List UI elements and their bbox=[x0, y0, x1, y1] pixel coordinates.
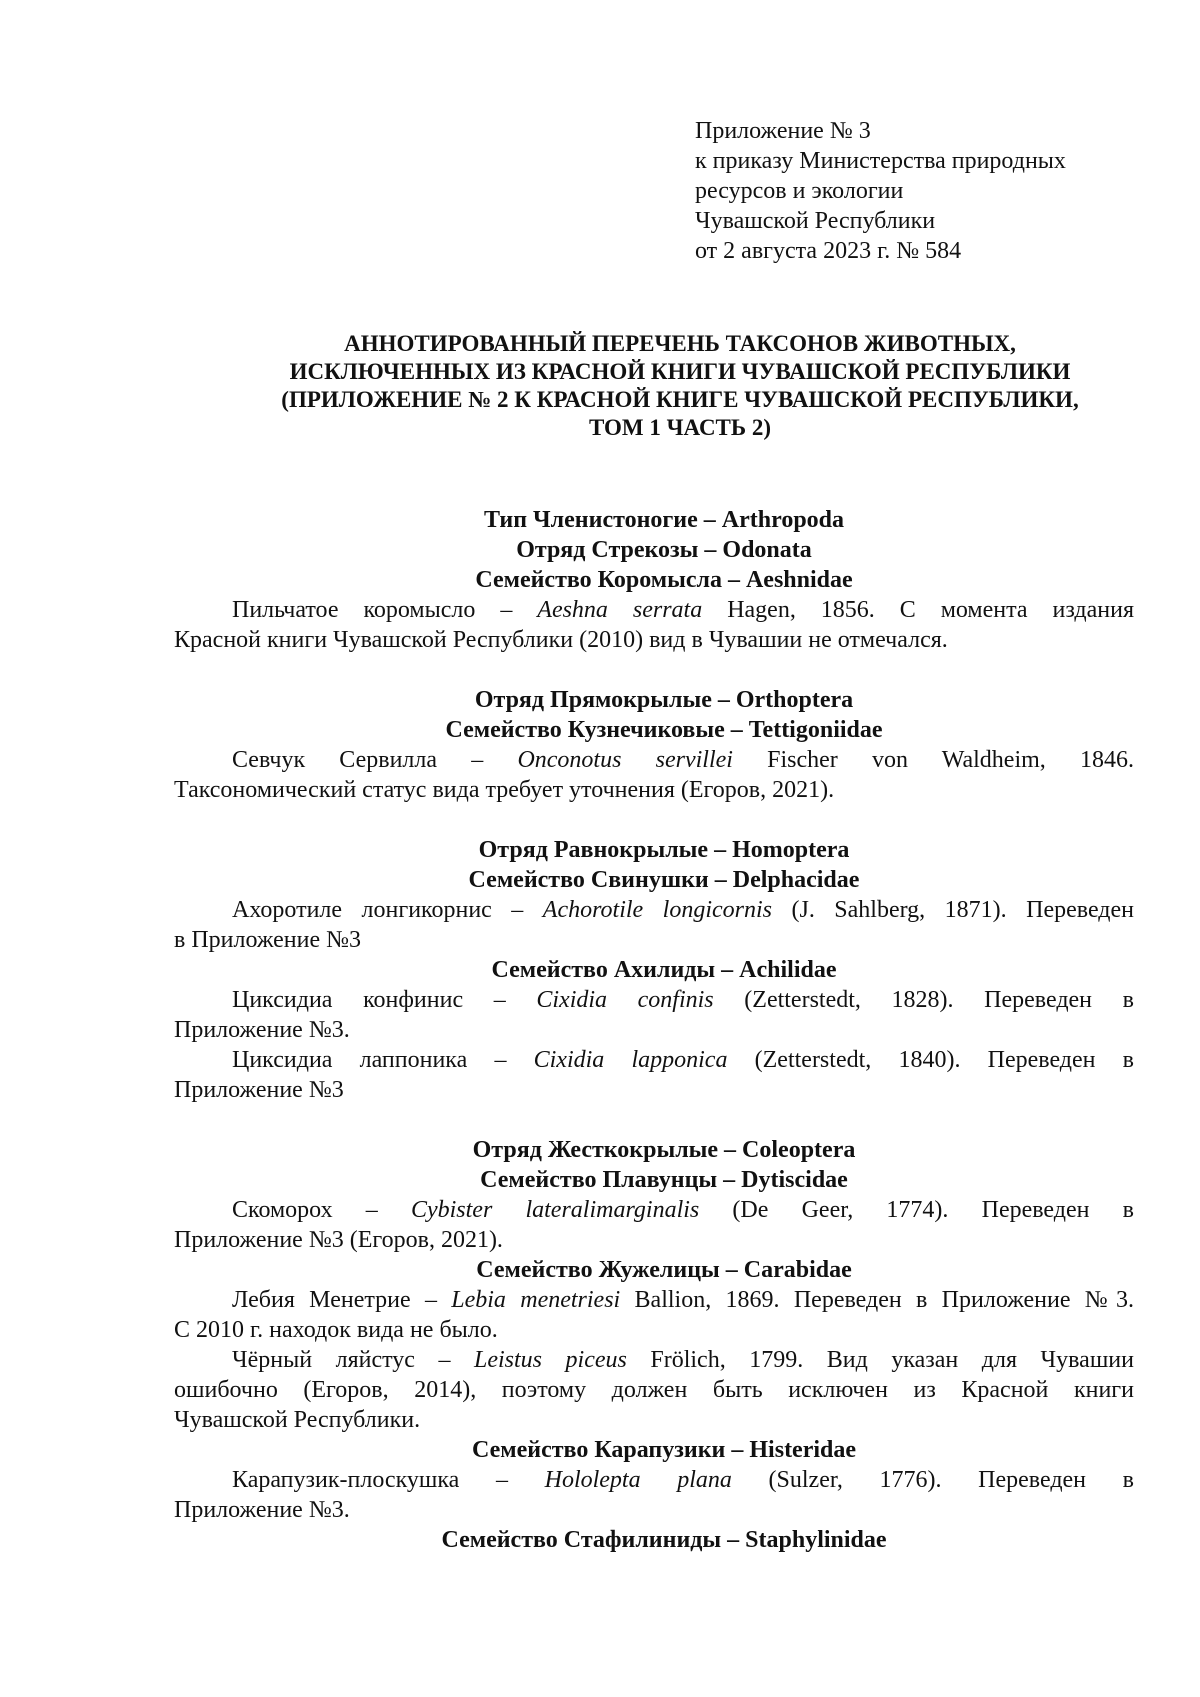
order-heading-coleoptera: Отряд Жесткокрылые – Coleoptera bbox=[472, 1137, 856, 1163]
family-heading-carabidae: Семейство Жужелицы – Carabidae bbox=[476, 1257, 852, 1283]
entry-line bbox=[174, 895, 1134, 925]
document-title bbox=[170, 330, 1190, 442]
entry-line: Приложение №3. bbox=[174, 1017, 350, 1043]
entry-line bbox=[174, 595, 1134, 625]
species-entry-cybister bbox=[174, 1195, 1134, 1255]
family-heading-histeridae: Семейство Карапузики – Histeridae bbox=[471, 1437, 857, 1463]
species-entry-aeshna-serrata bbox=[174, 595, 1134, 655]
species-common-name: Севчук Сервилла – bbox=[232, 747, 518, 773]
species-latin-name: Cixidia confinis bbox=[536, 987, 714, 1013]
entry-line bbox=[174, 745, 1134, 775]
appendix-line: Чувашской Республики bbox=[695, 208, 936, 234]
entry-line: Приложение №3 (Егоров, 2021). bbox=[174, 1227, 503, 1253]
species-note: (De Geer, 1774). Переведен в bbox=[699, 1197, 1134, 1223]
appendix-reference-block bbox=[695, 116, 1135, 266]
entry-line: в Приложение №3 bbox=[174, 927, 362, 953]
species-latin-name: Lebia menetriesi bbox=[451, 1287, 621, 1313]
entry-line bbox=[174, 1465, 1134, 1495]
species-common-name: Лебия Менетрие – bbox=[232, 1287, 452, 1313]
entry-line: Чувашской Республики. bbox=[174, 1407, 421, 1433]
family-heading-dytiscidae: Семейство Плавунцы – Dytiscidae bbox=[480, 1167, 848, 1193]
species-note: (Sulzer, 1776). Переведен в bbox=[731, 1467, 1134, 1493]
phylum-heading: Тип Членистоногие – Arthropoda bbox=[483, 507, 845, 533]
species-entry-onconotus-servillei bbox=[174, 745, 1134, 805]
species-note: (J. Sahlberg, 1871). Переведен bbox=[772, 897, 1134, 923]
order-heading-orthoptera: Отряд Прямокрылые – Orthoptera bbox=[474, 687, 854, 713]
species-entry-hololepta-plana bbox=[174, 1465, 1134, 1525]
order-heading-odonata: Отряд Стрекозы – Odonata bbox=[516, 537, 812, 563]
family-heading-staphylinidae: Семейство Стафилиниды – Staphylinidae bbox=[441, 1527, 887, 1553]
species-note: Ballion, 1869. Переведен в Приложение №3. bbox=[620, 1287, 1135, 1313]
species-latin-name: Hololepta plana bbox=[544, 1467, 732, 1493]
species-entry-cixidia-lapponica bbox=[174, 1045, 1134, 1105]
document-body bbox=[174, 505, 1134, 1555]
species-entry-cixidia-confinis bbox=[174, 985, 1134, 1045]
appendix-line: ресурсов и экологии bbox=[695, 178, 904, 204]
entry-line: Таксономический статус вида требует уточнения (Егоров, 2021). bbox=[174, 777, 835, 803]
species-note: (Zetterstedt, 1828). Переведен в bbox=[713, 987, 1134, 1013]
entry-line bbox=[174, 1195, 1134, 1225]
appendix-line: Приложение № 3 bbox=[695, 118, 871, 144]
entry-line bbox=[174, 1345, 1134, 1375]
title-line: ИСКЛЮЧЕННЫХ ИЗ КРАСНОЙ КНИГИ ЧУВАШСКОЙ РЕСПУБЛИКИ bbox=[289, 359, 1071, 384]
entry-line: Приложение №3. bbox=[174, 1497, 350, 1523]
section-spacer bbox=[174, 1105, 1134, 1135]
species-note: Hagen, 1856. С момента издания bbox=[702, 597, 1134, 623]
entry-line bbox=[174, 1285, 1134, 1315]
species-note: Fischer von Waldheim, 1846. bbox=[732, 747, 1134, 773]
family-heading-delphacidae: Семейство Свинушки – Delphacidae bbox=[468, 867, 860, 893]
species-latin-name: Leistus piceus bbox=[473, 1347, 627, 1373]
appendix-line: к приказу Министерства природных bbox=[695, 148, 1066, 174]
species-common-name: Скоморох – bbox=[232, 1197, 411, 1223]
entry-line: ошибочно (Егоров, 2014), поэтому должен быть исключен из Красной книги bbox=[174, 1377, 1134, 1403]
species-entry-lebia-menetriesi bbox=[174, 1285, 1134, 1345]
family-heading-aeshnidae: Семейство Коромысла – Aeshnidae bbox=[475, 567, 853, 593]
species-latin-name: Cybister lateralimarginalis bbox=[410, 1197, 700, 1223]
entry-line bbox=[174, 1045, 1134, 1075]
appendix-line: от 2 августа 2023 г. № 584 bbox=[695, 238, 962, 264]
species-latin-name: Cixidia lapponica bbox=[533, 1047, 728, 1073]
title-line: (ПРИЛОЖЕНИЕ № 2 К КРАСНОЙ КНИГЕ ЧУВАШСКОЙ РЕСПУБЛИКИ, bbox=[281, 387, 1079, 412]
title-line: ТОМ 1 ЧАСТЬ 2) bbox=[588, 415, 772, 440]
species-entry-leistus-piceus bbox=[174, 1345, 1134, 1435]
entry-line: Приложение №3 bbox=[174, 1077, 344, 1103]
species-common-name: Циксидиа конфинис – bbox=[232, 987, 537, 1013]
entry-line: Красной книги Чувашской Республики (2010) вид в Чувашии не отмечался. bbox=[174, 627, 948, 653]
family-heading-achilidae: Семейство Ахилиды – Achilidae bbox=[491, 957, 837, 983]
entry-line bbox=[174, 985, 1134, 1015]
species-common-name: Циксидиа лаппоника – bbox=[232, 1047, 534, 1073]
species-latin-name: Onconotus servillei bbox=[517, 747, 733, 773]
species-note: (Zetterstedt, 1840). Переведен в bbox=[727, 1047, 1135, 1073]
section-spacer bbox=[174, 655, 1134, 685]
title-line: АННОТИРОВАННЫЙ ПЕРЕЧЕНЬ ТАКСОНОВ ЖИВОТНЫХ, bbox=[344, 331, 1016, 356]
order-heading-homoptera: Отряд Равнокрылые – Homoptera bbox=[478, 837, 850, 863]
section-spacer bbox=[174, 805, 1134, 835]
species-common-name: Карапузик-плоскушка – bbox=[232, 1467, 545, 1493]
species-common-name: Ахоротиле лонгикорнис – bbox=[232, 897, 543, 923]
species-latin-name: Achorotile longicornis bbox=[542, 897, 773, 923]
species-latin-name: Aeshna serrata bbox=[537, 597, 703, 623]
family-heading-tettigoniidae: Семейство Кузнечиковые – Tettigoniidae bbox=[445, 717, 883, 743]
species-common-name: Чёрный ляйстус – bbox=[232, 1347, 474, 1373]
entry-line: С 2010 г. находок вида не было. bbox=[174, 1317, 498, 1343]
species-entry-achorotile-longicornis bbox=[174, 895, 1134, 955]
species-common-name: Пильчатое коромысло – bbox=[232, 597, 538, 623]
species-note: Frölich, 1799. Вид указан для Чувашии bbox=[626, 1347, 1134, 1373]
